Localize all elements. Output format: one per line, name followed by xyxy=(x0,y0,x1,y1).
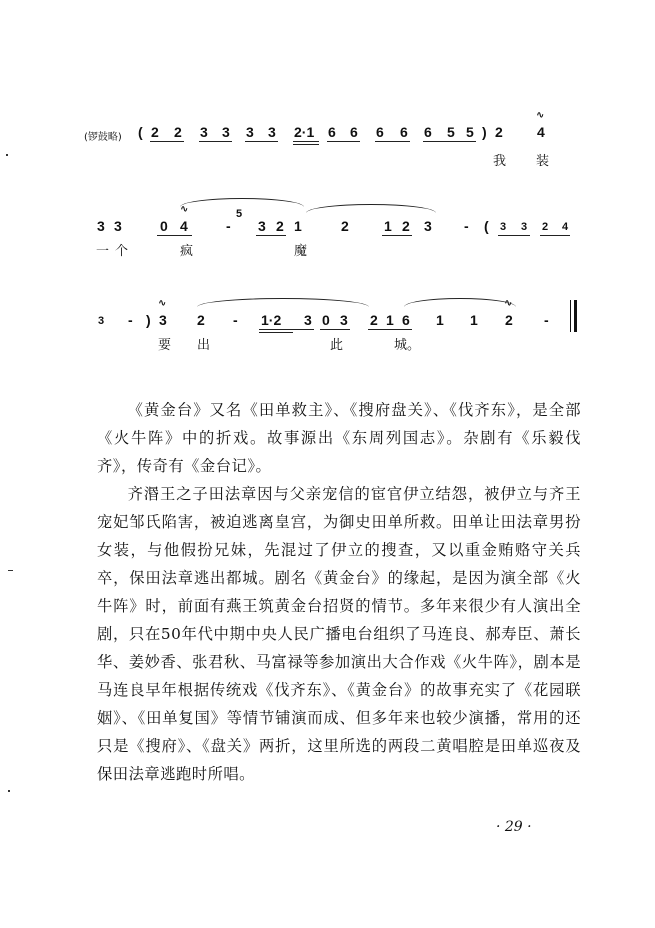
beam xyxy=(256,235,286,236)
slur xyxy=(306,204,436,213)
note: 2 xyxy=(174,124,182,140)
ornament-mark: ∿ xyxy=(504,298,513,309)
note: 1 xyxy=(386,312,394,328)
note: 2 xyxy=(370,312,378,328)
beam xyxy=(540,235,570,236)
note: 6 xyxy=(402,312,410,328)
note: 4 xyxy=(562,221,569,233)
beam xyxy=(199,141,232,142)
note: 4 xyxy=(180,218,188,234)
note: 1·2 xyxy=(261,312,282,328)
note: 1 xyxy=(470,312,478,328)
note: 1 xyxy=(384,218,392,234)
beam xyxy=(150,141,184,142)
note: 2 xyxy=(542,221,549,233)
note: 3 xyxy=(159,312,167,328)
page-number: · 29 · xyxy=(496,819,532,835)
note: 3 xyxy=(114,218,122,234)
beam xyxy=(293,144,319,145)
note: 5 xyxy=(447,124,455,140)
note: 1 xyxy=(436,312,444,328)
lyric: 魔 xyxy=(294,244,308,259)
beam xyxy=(259,332,293,333)
lyric: 城。 xyxy=(394,338,421,353)
note: 3 xyxy=(521,221,528,233)
lyric: 一 xyxy=(96,244,110,259)
intro-paragraph: 《黄金台》又名《田单救主》、《搜府盘关》、《伐齐东》，是全部《火牛阵》中的折戏。故事源出《东周列国志》。杂剧有《乐毅伐齐》，传奇有《金台记》。 xyxy=(97,401,581,475)
note: 3 xyxy=(340,312,348,328)
beam xyxy=(498,235,530,236)
note: 3 xyxy=(500,221,507,233)
note: 0 xyxy=(160,218,168,234)
note: 2 xyxy=(151,124,159,140)
note: 3 xyxy=(97,218,105,234)
lyric: 疯 xyxy=(180,244,194,259)
note: ) xyxy=(146,312,151,328)
note: 2 xyxy=(276,218,284,234)
slur xyxy=(180,198,304,207)
ornament-mark: ∿ xyxy=(180,204,189,215)
note: 0 xyxy=(322,312,330,328)
note: 3 xyxy=(98,315,105,327)
note: 3 xyxy=(222,124,230,140)
slur xyxy=(404,298,516,307)
beam xyxy=(327,141,360,142)
grace-note: 5 xyxy=(236,208,243,220)
note: 3 xyxy=(424,218,432,234)
note: 2 xyxy=(495,124,503,140)
note: 2 xyxy=(505,312,513,328)
note: 1 xyxy=(294,218,302,234)
lyric: 装 xyxy=(536,154,550,169)
story-paragraph: 齐湣王之子田法章因与父亲宠信的宦官伊立结怨，被伊立与齐王宠妃邹氏陷害，被迫逃离皇宫，为御史田单所救。田单让田法章男扮女装，与他假扮兄妹，先混过了伊立的搜查，又以重金贿赂守关兵卒，保田法章逃出都城。剧名《黄金台》的缘起，是因为演全部《火牛阵》时，前面有燕王筑黄金台招贤的情节。多年来很少有人演出全剧，只在50年代中期中央人民广播电台组织了马连良、郝寿臣、萧长华、姜妙香、张君秋、马富禄等参加演出大合作戏《火牛阵》，剧本是马连良早年根据传统戏《伐齐东》、《黄金台》的故事充实了《花园联姻》、《田单复国》等情节铺演而成、但多年来也较少演播，常用的还只是《搜府》、《盘关》两折，这里所选的两段二黄唱腔是田单巡夜及保田法章逃跑时所唱。 xyxy=(97,485,581,783)
note: 3 xyxy=(304,312,312,328)
beam xyxy=(375,141,410,142)
beam xyxy=(446,141,476,142)
note: 6 xyxy=(350,124,358,140)
scan-mark xyxy=(8,570,13,571)
note: 6 xyxy=(424,124,432,140)
beam xyxy=(259,329,314,330)
note: - xyxy=(544,312,549,328)
lyric: 要 xyxy=(158,338,172,353)
note: - xyxy=(128,312,133,328)
beam xyxy=(293,141,319,142)
ornament-mark: ∿ xyxy=(536,110,545,121)
note: 2 xyxy=(197,312,205,328)
note: - xyxy=(233,312,238,328)
beam xyxy=(157,235,192,236)
note: ) xyxy=(482,124,487,140)
note: 3 xyxy=(258,218,266,234)
note: 3 xyxy=(246,124,254,140)
scan-mark xyxy=(8,790,10,792)
note: 6 xyxy=(328,124,336,140)
note: - xyxy=(226,218,231,234)
note: 2 xyxy=(402,218,410,234)
note: 4 xyxy=(537,124,545,140)
note: 5 xyxy=(466,124,474,140)
note: 3 xyxy=(268,124,276,140)
note: ( xyxy=(138,124,143,140)
note: ( xyxy=(484,218,489,234)
beam xyxy=(368,329,412,330)
lyric: 个 xyxy=(115,244,129,259)
final-barline-thick xyxy=(574,300,577,332)
beam xyxy=(382,235,412,236)
note: 2 xyxy=(341,218,349,234)
slur xyxy=(197,298,369,307)
note: 3 xyxy=(200,124,208,140)
lyric: 此 xyxy=(330,338,344,353)
note: - xyxy=(464,218,469,234)
final-barline-thin xyxy=(570,300,571,332)
ornament-mark: ∿ xyxy=(158,298,167,309)
note: 2·1 xyxy=(294,124,315,140)
scan-mark xyxy=(6,154,8,156)
lyric: 我 xyxy=(493,154,507,169)
lyric: 出 xyxy=(197,338,211,353)
beam xyxy=(245,141,278,142)
percussion-note: (锣鼓略) xyxy=(84,132,122,143)
note: 6 xyxy=(376,124,384,140)
note: 6 xyxy=(400,124,408,140)
beam xyxy=(320,329,350,330)
